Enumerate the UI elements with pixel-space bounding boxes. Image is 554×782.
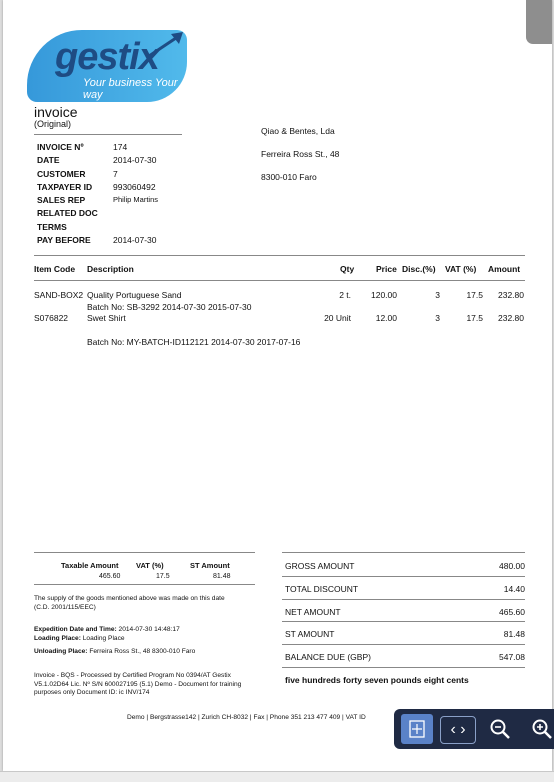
meta-value: 2014-07-30 <box>113 155 157 166</box>
tax-taxable-value: 465.60 <box>99 573 121 580</box>
meta-label: RELATED DOC <box>37 208 98 219</box>
item-discount: 3 <box>435 313 440 323</box>
header-price: Price <box>376 264 397 274</box>
totals-divider <box>282 576 525 577</box>
tax-vat-value: 17.5 <box>156 573 170 580</box>
totals-label: BALANCE DUE (GBP) <box>285 652 371 662</box>
item-description: Swet Shirt <box>87 313 126 323</box>
meta-row <box>37 155 158 168</box>
item-code: SAND-BOX2 <box>34 290 84 300</box>
legal-line: V5.1.02D64 Lic. Nº S/N 600027195 (5.1) Demo - Document for training <box>34 680 242 688</box>
totals-divider <box>282 599 525 600</box>
totals-label: ST AMOUNT <box>285 629 335 639</box>
meta-row <box>37 235 158 248</box>
item-qty: 20 Unit <box>324 313 351 323</box>
expedition-line <box>34 626 180 635</box>
zoom-out-icon <box>489 718 511 740</box>
page-nav-icon: ‹ › <box>450 721 466 738</box>
totals-label: NET AMOUNT <box>285 607 341 617</box>
legal-note <box>34 672 241 698</box>
totals-row-balance <box>285 652 525 662</box>
meta-value: 7 <box>113 168 118 179</box>
client-street: Ferreira Ross St., 48 <box>261 149 340 159</box>
header-description: Description <box>87 264 134 274</box>
tax-header-vat: VAT (%) <box>136 561 164 570</box>
unloading-label: Unloading Place: <box>34 648 88 655</box>
item-batch: Batch No: MY-BATCH-ID112121 2014-07-30 2017-07-16 <box>87 337 301 347</box>
item-code: S076822 <box>34 313 69 323</box>
items-header-divider <box>34 280 525 281</box>
loading-value: Loading Place <box>82 634 125 642</box>
totals-value: 547.08 <box>499 652 525 662</box>
tax-header-taxable: Taxable Amount <box>61 561 119 570</box>
zoom-out-button[interactable] <box>484 714 516 744</box>
totals-value: 14.40 <box>503 584 525 594</box>
title-divider <box>34 134 182 135</box>
meta-label: DATE <box>37 155 60 166</box>
item-description: Quality Portuguese Sand <box>87 290 182 300</box>
document-copy-label: (Original) <box>34 119 72 129</box>
logo-wordmark: gestix <box>55 36 159 78</box>
meta-value: 174 <box>113 142 128 152</box>
item-amount: 232.80 <box>498 290 524 300</box>
page-nav-button[interactable] <box>440 716 476 744</box>
expedition-value: 2014-07-30 14:48:17 <box>118 626 180 633</box>
meta-label: TERMS <box>37 221 67 232</box>
supply-note <box>34 595 225 612</box>
tax-top-divider <box>34 552 255 553</box>
client-postal: 8300-010 Faro <box>261 172 317 182</box>
totals-divider <box>282 667 525 668</box>
supply-note-line: The supply of the goods mentioned above was made on this date <box>34 595 225 602</box>
header-qty: Qty <box>340 264 355 274</box>
header-vat: VAT (%) <box>445 264 477 274</box>
legal-line: Invoice - BQS - Processed by Certified Program No 0394/AT Gestix <box>34 672 231 679</box>
horizontal-scrollbar[interactable] <box>0 771 554 782</box>
meta-row <box>37 208 158 221</box>
loading-line <box>34 635 180 644</box>
meta-row <box>37 142 158 155</box>
totals-label: GROSS AMOUNT <box>285 561 355 571</box>
zoom-in-button[interactable] <box>526 714 554 744</box>
totals-row-gross <box>285 561 525 571</box>
unloading-value: Ferreira Ross St., 48 8300-010 Faro <box>89 648 196 655</box>
totals-row-discount <box>285 584 525 594</box>
meta-value: Philip Martins <box>113 195 159 205</box>
meta-label: CUSTOMER <box>37 168 86 179</box>
meta-label: PAY BEFORE <box>37 235 91 246</box>
totals-divider <box>282 621 525 622</box>
header-discount: Disc.(%) <box>402 264 436 274</box>
totals-value: 480.00 <box>499 561 525 571</box>
loading-label: Loading Place: <box>34 634 81 642</box>
item-price: 120.00 <box>371 290 397 300</box>
viewer-toolbar <box>394 709 554 749</box>
item-amount: 232.80 <box>498 313 524 323</box>
invoice-page <box>3 0 552 771</box>
totals-row-net <box>285 607 525 617</box>
meta-row <box>37 195 158 208</box>
meta-value: 2014-07-30 <box>113 235 157 246</box>
invoice-meta <box>37 142 158 248</box>
client-name: Qiao & Bentes, Lda <box>261 126 335 136</box>
expedition-info <box>34 626 180 643</box>
item-batch: Batch No: SB-3292 2014-07-30 2015-07-30 <box>87 302 252 312</box>
company-footer: Demo | Bergstrasse142 | Zurich CH-8032 | Fax | Phone 351 213 477 409 | VAT ID <box>127 714 366 721</box>
supply-note-line: (C.D. 2001/115/EEC) <box>34 603 96 611</box>
totals-divider <box>282 644 525 645</box>
meta-row <box>37 182 158 195</box>
client-address <box>261 120 339 189</box>
tax-st-value: 81.48 <box>213 573 231 580</box>
meta-label: SALES REP <box>37 195 86 206</box>
amount-in-words: five hundreds forty seven pounds eight cents <box>285 675 469 685</box>
totals-label: TOTAL DISCOUNT <box>285 584 359 594</box>
meta-label: TAXPAYER ID <box>37 181 93 192</box>
tax-header-st: ST Amount <box>190 561 230 570</box>
item-price: 12.00 <box>375 313 397 323</box>
item-discount: 3 <box>435 290 440 300</box>
arrow-icon <box>145 30 185 60</box>
totals-top-divider <box>282 552 525 553</box>
legal-line: purposes only Document ID: ic INV/174 <box>34 689 150 696</box>
meta-row <box>37 169 158 182</box>
totals-value: 81.48 <box>503 629 525 639</box>
gestix-logo <box>27 30 197 102</box>
header-item-code: Item Code <box>34 264 76 274</box>
tax-bottom-divider <box>34 584 255 585</box>
items-top-divider <box>34 255 525 256</box>
zoom-in-icon <box>531 718 553 740</box>
unloading-line <box>34 648 195 657</box>
totals-value: 465.60 <box>499 607 525 617</box>
meta-value: 993060492 <box>113 181 156 192</box>
item-vat: 17.5 <box>466 313 483 323</box>
fit-page-button[interactable] <box>401 714 433 744</box>
logo-tagline: Your business Your way <box>83 77 178 101</box>
fit-page-icon <box>407 719 427 739</box>
item-qty: 2 t. <box>339 290 351 300</box>
header-amount: Amount <box>488 264 521 274</box>
document-title: invoice <box>34 104 78 120</box>
meta-row <box>37 222 158 235</box>
expedition-label: Expedition Date and Time: <box>34 626 117 633</box>
page-corner-tab[interactable] <box>526 0 552 44</box>
meta-label: INVOICE Nº <box>37 142 84 152</box>
totals-row-st <box>285 629 525 639</box>
item-vat: 17.5 <box>466 290 483 300</box>
